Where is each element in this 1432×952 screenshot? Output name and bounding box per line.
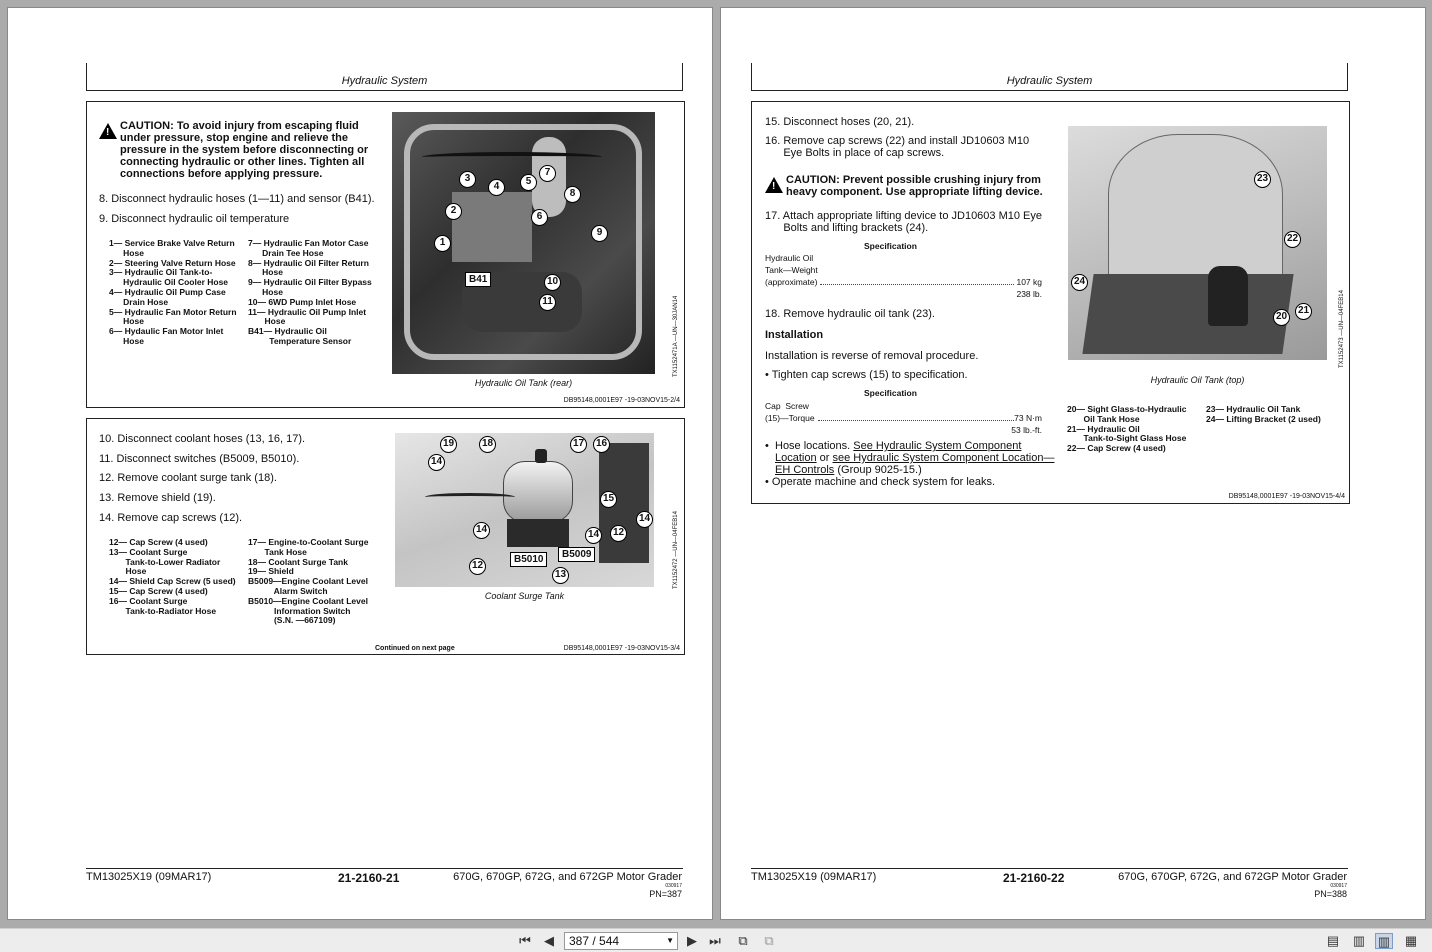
legend-line: 9— Hydraulic Oil Filter Bypass: [248, 277, 372, 288]
callout-1: 1: [434, 235, 451, 252]
legend-line: Hose: [248, 267, 283, 278]
continued-note: Continued on next page: [375, 645, 455, 652]
step-13: 13. Remove shield (19).: [99, 492, 216, 504]
legend-right: [248, 239, 372, 347]
callout-11: 11: [539, 294, 556, 311]
callout-20: 20: [1273, 309, 1290, 326]
legend-line: 14— Shield Cap Screw (5 used): [109, 576, 236, 587]
legend-line: 16— Coolant Surge: [109, 595, 188, 606]
first-page-icon[interactable]: ⏮: [519, 933, 531, 948]
legend-line: 12— Cap Screw (4 used): [109, 537, 208, 547]
switch-label-b5009: B5009: [558, 547, 595, 562]
legend-line: 21— Hydraulic Oil: [1067, 423, 1140, 434]
legend-line: Drain Hose: [109, 296, 169, 307]
footer-pn: PN=387: [649, 889, 682, 899]
spec-value: [1002, 412, 1042, 436]
callout-5: 5: [520, 174, 537, 191]
switch-label-b5010: B5010: [510, 552, 547, 567]
legend-line: Hose: [109, 566, 147, 577]
legend-line: 19— Shield: [248, 566, 294, 577]
legend-line: B41— Hydraulic Oil: [248, 326, 327, 337]
fit-icon[interactable]: ⧉: [764, 933, 774, 948]
hose: [425, 493, 515, 501]
legend-line: 18— Coolant Surge Tank: [248, 556, 348, 567]
spec-title: Specification: [864, 388, 917, 398]
legend-left: [109, 538, 236, 616]
spec-line: 53 lb.-ft.: [1011, 425, 1042, 435]
legend-line: (S.N. —667109): [248, 615, 336, 626]
legend-line: 10— 6WD Pump Inlet Hose: [248, 296, 357, 307]
legend-line: 2— Steering Valve Return Hose: [109, 257, 236, 268]
footer-rule: [751, 868, 1348, 869]
spec-leader: [818, 420, 1014, 421]
footer-doc-id: TM13025X19 (09MAR17): [86, 871, 212, 883]
coolant-surge-tank-photo: [395, 433, 654, 587]
surge-tank: [503, 461, 573, 523]
header-title: Hydraulic System: [1006, 75, 1093, 87]
page-header: [86, 63, 683, 91]
footer-doc-id: TM13025X19 (09MAR17): [751, 871, 877, 883]
legend-line: Oil Tank Hose: [1067, 413, 1140, 424]
image-ref: TX1152471A —UN—30JAN14: [673, 295, 679, 377]
legend-line: Hose: [248, 286, 283, 297]
image-ref: TX1152472 —UN—04FEB14: [673, 511, 679, 589]
step-16-line2: Eye Bolts in place of cap screws.: [765, 147, 945, 159]
caution-text: CAUTION: Prevent possible crushing injury from heavy component. Use appropriate lifting device.: [786, 174, 1043, 198]
prev-page-icon[interactable]: ◀: [544, 933, 554, 948]
next-page-icon[interactable]: ▶: [687, 933, 697, 948]
legend-line: Hose: [109, 335, 144, 346]
callout-13: 13: [552, 567, 569, 584]
single-page-icon[interactable]: ▤: [1326, 933, 1340, 948]
chevron-down-icon[interactable]: ▼: [666, 936, 674, 945]
callout-23: 23: [1254, 171, 1271, 188]
legend-line: 5— Hydraulic Fan Motor Return: [109, 306, 237, 317]
two-page-icon[interactable]: ▥: [1375, 933, 1393, 949]
callout-6: 6: [531, 209, 548, 226]
legend-line: Hose: [248, 316, 286, 327]
legend-line: 4— Hydraulic Oil Pump Case: [109, 286, 226, 297]
left-page: [7, 7, 713, 920]
page-indicator: 387 / 544: [569, 934, 620, 948]
legend-line: B5009—Engine Coolant Level: [248, 576, 368, 587]
step-14: 14. Remove cap screws (12).: [99, 512, 243, 524]
callout-22: 22: [1284, 231, 1301, 248]
callout-12-right: 12: [610, 525, 627, 542]
step-17-line2: Bolts and lifting brackets (24).: [765, 222, 929, 234]
callout-8: 8: [564, 186, 581, 203]
db-reference: DB95148,0001E97 -19-03NOV15-3/4: [563, 645, 680, 652]
legend-left: [109, 239, 237, 347]
legend-line: 13— Coolant Surge: [109, 546, 188, 557]
step-8: 8. Disconnect hydraulic hoses (1—11) and sensor (B41).: [99, 193, 375, 205]
step-9: 9. Disconnect hydraulic oil temperature: [99, 213, 290, 225]
callout-3: 3: [459, 171, 476, 188]
header-title: Hydraulic System: [341, 75, 428, 87]
shield-bracket: [507, 519, 569, 547]
callout-9: 9: [591, 225, 608, 242]
footer-page-number: 21-2160-21: [338, 871, 400, 885]
procedure-box-2: [86, 418, 685, 655]
valve-block: [452, 192, 532, 262]
last-page-icon[interactable]: ⏭: [709, 933, 721, 948]
legend-line: Information Switch: [248, 605, 351, 616]
step-12: 12. Remove coolant surge tank (18).: [99, 472, 277, 484]
sensor-label-b41: B41: [465, 272, 491, 287]
legend-line: 22— Cap Screw (4 used): [1067, 443, 1166, 454]
step-16-line1: 16. Remove cap screws (22) and install JD10603 M10: [765, 135, 1030, 147]
legend-line: 15— Cap Screw (4 used): [109, 585, 208, 596]
callout-7: 7: [539, 165, 556, 182]
callout-16: 16: [593, 436, 610, 453]
page-header: [751, 63, 1348, 91]
image-ref: TX1152473 —UN—04FEB14: [1339, 290, 1345, 368]
callout-10: 10: [544, 274, 561, 291]
figure-caption: Hydraulic Oil Tank (rear): [474, 378, 573, 388]
spec-line: 238 lb.: [1016, 289, 1042, 299]
footer-model: 670G, 670GP, 672G, and 672GP Motor Grader: [453, 871, 682, 883]
bullet-operate: • Operate machine and check system for leaks.: [765, 476, 996, 488]
spec-title: Specification: [864, 241, 917, 251]
legend-line: Tank-to-Lower Radiator: [109, 556, 221, 567]
legend-line: Hose: [109, 316, 144, 327]
callout-14-mid: 14: [585, 527, 602, 544]
caution-text: CAUTION: To avoid injury from escaping fluid under pressure, stop engine and relieve the pressure in the system before disconnecting or connecting hydraulic or other lines. Tighten all connections before applying pressure.: [120, 120, 369, 180]
step-15: 15. Disconnect hoses (20, 21).: [765, 116, 915, 128]
legend-right: [1206, 405, 1321, 425]
bullet-text: Operate machine and check system for leaks.: [771, 476, 996, 488]
warning-icon: [765, 177, 783, 193]
spec-line: 107 kg: [1016, 277, 1042, 287]
legend-line: 7— Hydraulic Fan Motor Case: [248, 238, 369, 248]
callout-21: 21: [1295, 303, 1312, 320]
spec-leader: [820, 284, 1014, 285]
callout-15: 15: [600, 491, 617, 508]
callout-4: 4: [488, 179, 505, 196]
rotate-icon[interactable]: ⧉: [738, 933, 748, 948]
legend-line: 11— Hydraulic Oil Pump Inlet: [248, 306, 367, 317]
callout-2: 2: [445, 203, 462, 220]
hydraulic-tank-top-photo: [1068, 126, 1327, 360]
legend-line: Temperature Sensor: [248, 335, 352, 346]
spec-line: Tank—Weight: [765, 265, 818, 275]
callout-14-right: 14: [636, 511, 653, 528]
bullet-hose-locations: • Hose locations. See Hydraulic System Component Location or see Hydraulic System Component Location—EH Controls (Group 9025-15.): [765, 440, 1055, 476]
spec-line: (approximate): [765, 277, 818, 287]
bullet-text: Tighten cap screws (15) to specification.: [771, 369, 968, 381]
legend-line: Tank-to-Sight Glass Hose: [1067, 433, 1187, 444]
step-17-line1: 17. Attach appropriate lifting device to JD10603 M10 Eye: [765, 210, 1043, 222]
bullet-text: (Group 9025-15.): [837, 464, 922, 476]
tank-body: [1082, 274, 1293, 354]
footer-pn: PN=388: [1314, 889, 1347, 899]
legend-line: 8— Hydraulic Oil Filter Return: [248, 257, 369, 268]
legend-line: 20— Sight Glass-to-Hydraulic: [1067, 404, 1187, 414]
spec-value: [1014, 276, 1042, 300]
installation-heading: Installation: [765, 329, 824, 341]
legend-line: 1— Service Brake Valve Return: [109, 238, 235, 248]
right-page: [720, 7, 1426, 920]
bullet-tighten: • Tighten cap screws (15) to specification.: [765, 369, 968, 381]
db-reference: DB95148,0001E97 -19-03NOV15-4/4: [1228, 493, 1345, 500]
spec-item: [765, 400, 815, 424]
legend-right: [248, 538, 368, 626]
footer-small: 030917: [665, 883, 682, 889]
footer-rule: [86, 868, 683, 869]
legend-line: Hydraulic Oil Cooler Hose: [109, 277, 229, 288]
viewer-toolbar: [0, 928, 1432, 952]
callout-12-left: 12: [469, 558, 486, 575]
spec-line: 73 N·m: [1014, 413, 1042, 423]
installation-text: Installation is reverse of removal procedure.: [765, 350, 979, 362]
callout-19: 19: [440, 436, 457, 453]
legend-line: 6— Hydaulic Fan Motor Inlet: [109, 326, 224, 337]
callout-18: 18: [479, 436, 496, 453]
figure-caption: Hydraulic Oil Tank (top): [1150, 375, 1245, 385]
bullet-text: or: [819, 452, 830, 464]
spec-item: [765, 252, 818, 288]
procedure-box-3: [751, 101, 1350, 504]
step-18: 18. Remove hydraulic oil tank (23).: [765, 308, 935, 320]
caution-block: [765, 174, 1047, 198]
warning-icon: [99, 123, 117, 139]
legend-line: 24— Lifting Bracket (2 used): [1206, 413, 1321, 424]
page-number-input[interactable]: [564, 932, 678, 950]
tank-cover-plate: [1108, 134, 1283, 284]
hose: [422, 152, 602, 162]
legend-left: [1067, 405, 1187, 454]
legend-line: Hose: [109, 247, 144, 258]
step-10: 10. Disconnect coolant hoses (13, 16, 17).: [99, 433, 306, 445]
callout-14-left: 14: [473, 522, 490, 539]
legend-line: B5010—Engine Coolant Level: [248, 595, 368, 606]
legend-line: Tank Hose: [248, 546, 307, 557]
footer-model: 670G, 670GP, 672G, and 672GP Motor Grader: [1118, 871, 1347, 883]
callout-24: 24: [1071, 274, 1088, 291]
callout-14-top: 14: [428, 454, 445, 471]
continuous-icon[interactable]: ▥: [1352, 933, 1366, 948]
legend-line: 23— Hydraulic Oil Tank: [1206, 404, 1301, 414]
legend-line: 17— Engine-to-Coolant Surge: [248, 537, 369, 547]
legend-line: 3— Hydraulic Oil Tank-to-: [109, 267, 213, 278]
tank-cap: [535, 449, 547, 463]
step-11: 11. Disconnect switches (B5009, B5010).: [99, 453, 300, 465]
callout-17: 17: [570, 436, 587, 453]
caution-block: [99, 120, 379, 180]
footer-page-number: 21-2160-22: [1003, 871, 1065, 885]
link-eh-controls[interactable]: see Hydraulic System Component Location—EH Controls: [775, 452, 1055, 476]
footer-small: 030917: [1330, 883, 1347, 889]
hydraulic-tank-rear-photo: [392, 112, 655, 374]
procedure-box-1: [86, 101, 685, 408]
link-component-location[interactable]: See Hydraulic System Component Location: [775, 440, 1022, 464]
spec-line: (15)—Torque: [765, 413, 815, 423]
bullet-text: Hose locations.: [775, 440, 851, 452]
db-reference: DB95148,0001E97 -19-03NOV15-2/4: [563, 397, 680, 404]
legend-line: Alarm Switch: [248, 585, 328, 596]
figure-caption: Coolant Surge Tank: [484, 591, 565, 601]
two-page-continuous-icon[interactable]: ▦: [1404, 933, 1418, 948]
legend-line: Drain Tee Hose: [248, 247, 324, 258]
spec-line: Cap Screw: [765, 401, 809, 411]
legend-line: Tank-to-Radiator Hose: [109, 605, 217, 616]
spec-line: Hydraulic Oil: [765, 253, 814, 263]
sight-glass: [1208, 266, 1248, 326]
